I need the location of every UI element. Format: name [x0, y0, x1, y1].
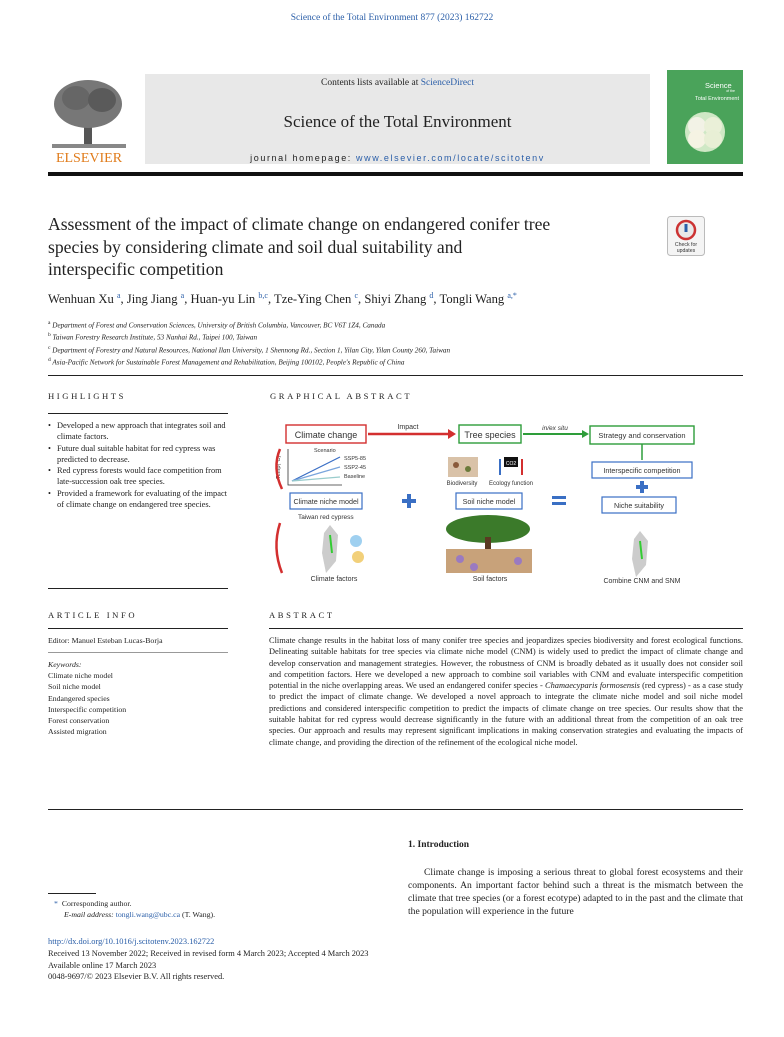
ga-scenario: Scenario — [314, 448, 336, 454]
highlight-item: • Red cypress forests would face competition from late-succession oak tree species. — [48, 465, 228, 488]
keyword-item: Climate niche model — [48, 671, 113, 681]
ga-strategy: Strategy and conservation — [598, 431, 686, 440]
ga-soil-factors: Soil factors — [472, 576, 508, 583]
available-online: Available online 17 March 2023 — [48, 960, 157, 970]
highlight-item: • Provided a framework for evaluating of the impact of climate change on endangered tree species. — [48, 488, 228, 511]
email-link[interactable]: tongli.wang@ubc.ca — [115, 910, 181, 919]
affiliation-item: $^d$ Asia-Pacific Network for Sustainable Forest Management and Rehabilitation, Beijing 100102, People's Republic of China — [48, 357, 405, 367]
author-affiliation-mark[interactable]: a — [180, 291, 185, 300]
section-rule — [48, 375, 743, 376]
ga-climate-niche: Climate niche model — [293, 497, 359, 506]
keywords — [48, 659, 126, 737]
affiliation-item: $^c$ Department of Forestry and Natural Resources, National Ilan University, 1 Shennong Rd., Section 1, Yilan City, Yilan County 260, Taiwan — [48, 344, 451, 355]
ga-tree-species: Tree species — [464, 430, 516, 440]
author-affiliation-mark[interactable]: a — [116, 291, 121, 300]
ga-climate-factors: Climate factors — [310, 576, 358, 583]
journal-homepage: journal homepage: www.elsevier.com/locate/scitotenv — [250, 153, 545, 163]
ga-in-ex-situ: in/ex situ — [542, 425, 568, 432]
abstract-rule — [269, 628, 743, 629]
publication-info — [48, 936, 368, 983]
highlights-list — [48, 420, 228, 510]
author-affiliation-mark[interactable]: b,c — [258, 291, 268, 300]
graphical-abstract — [270, 413, 743, 588]
spacer — [48, 597, 743, 598]
abstract-text: Climate change results in the habitat loss of many conifer tree species and jeopardizes species biodiversity and forest ecological functions. Delineating suitable habitats for tree species via climate niche model (CNM) is widely used to predict the impact of climate change and develop conservation and management strategies. However, the robustness of CNM is broadly debated as it usually does not consider soil and competition factors. Here we developed a new approach to combine soil variables with CNM and evaluate interspecific competition potential in the niche overlapping areas. We used an endangered conifer species - Chamaecyparis formosensis (red cypress) - as a case study to predict the impact of climate change. We developed a novel approach to integrate the climate niche model and soil niche model predictions and considered interspecific competition to predict the impacts of climate change on tree species. Our results show that the suitable habitat for red cypress would decrease significantly in the future with an additional threat from the competition of an oak tree species. Our approach and results may represent significant implications in making conservation strategies and evaluating the impacts of climate change, and providing the direction of the refinement of the ecological niche model. — [269, 636, 744, 747]
introduction-heading: 1. Introduction — [408, 840, 470, 850]
ga-soil-niche: Soil niche model — [462, 497, 516, 506]
footnote: * Corresponding author. E-mail address: tongli.wang@ubc.ca (T. Wang). — [54, 899, 216, 919]
keyword-item: Interspecific competition — [48, 704, 127, 714]
ga-ssp585: SSP5-85 — [344, 456, 367, 462]
species-name: Chamaecyparis formosensis — [545, 681, 640, 691]
abstract-end-rule — [48, 809, 743, 810]
highlight-item: • Developed a new approach that integrates soil and climate factors. — [48, 420, 228, 443]
keyword-item: Assisted migration — [48, 727, 107, 737]
ga-combine: Combine CNM and SNM — [603, 578, 681, 585]
keyword-item: Soil niche model — [48, 682, 101, 692]
ga-interspecific: Interspecific competition — [603, 466, 681, 475]
cover-title-1: Science — [705, 81, 732, 90]
journal-cover — [667, 70, 743, 164]
ga-impact: Impact — [397, 424, 419, 431]
article-title: Assessment of the impact of climate change on endangered conifer tree species by considering climate and soil dual suitability and interspecific competition — [48, 214, 551, 279]
ga-baseline: Baseline — [344, 474, 366, 480]
author-name[interactable]: Tze-Ying Chen $^c$ — [274, 291, 359, 307]
ga-ecology-function: Ecology function — [488, 481, 534, 487]
sciencedirect-link[interactable]: ScienceDirect — [420, 78, 474, 88]
journal-title: Science of the Total Environment — [283, 112, 512, 131]
badge-text-2: updates — [676, 248, 696, 254]
affiliation-item: $^b$ Taiwan Forestry Research Institute, 53 Nanhai Rd., Taipei 100, Taiwan — [48, 332, 258, 342]
author-affiliation-mark[interactable]: c — [354, 291, 359, 300]
highlights-rule — [48, 413, 228, 414]
author-name[interactable]: Wenhuan Xu $^a$ — [48, 291, 121, 307]
affiliations — [48, 318, 738, 368]
author-affiliation-mark[interactable]: d — [429, 291, 434, 300]
editor-rule — [48, 652, 228, 653]
author-list: Wenhuan Xu $^a$, Jing Jiang $^a$, Huan-yu Lin $^{b,c}$, Tze-Ying Chen $^c$, Shiyi Zhang $^d$, Tongli Wang $^{a,*}$ — [48, 291, 517, 307]
ga-climate-change: Climate change — [294, 430, 358, 440]
cover-title-3: Total Environment — [694, 96, 739, 102]
article-info-heading: ARTICLE INFO — [48, 610, 138, 620]
author-name[interactable]: Jing Jiang $^a$ — [126, 291, 185, 307]
article-info-rule — [48, 628, 228, 629]
graphical-abstract-heading: GRAPHICAL ABSTRACT — [270, 391, 413, 401]
ga-niche-suitability: Niche suitability — [614, 501, 664, 510]
ga-biodiversity: Biodiversity — [446, 481, 478, 487]
footnote-rule — [48, 893, 96, 894]
check-for-updates-badge[interactable] — [667, 216, 705, 256]
keywords-label: Keywords: — [48, 660, 82, 669]
author-name[interactable]: Tongli Wang $^{a,*}$ — [439, 291, 517, 307]
author-name[interactable]: Huan-yu Lin $^{b,c}$ — [190, 291, 268, 307]
author-name[interactable]: Shiyi Zhang $^d$ — [364, 291, 434, 307]
highlight-item: • Future dual suitable habitat for red cypress was predicted to decrease. — [48, 443, 228, 466]
contents-line: Contents lists available at ScienceDirect — [320, 78, 474, 88]
editor-line: Editor: Manuel Esteban Lucas-Borja — [48, 636, 163, 645]
ga-co2: CO2 — [505, 461, 517, 467]
elsevier-logo — [48, 76, 130, 166]
introduction-text: Climate change is imposing a serious threat to global forest ecosystems and their components. An important factor behind such a threat is the mismatch between the climate that tree species (or a forest ecotype) adapted to in the past and the climate that the population will experience in the future — [408, 867, 743, 917]
abstract-heading: ABSTRACT — [269, 610, 335, 620]
highlights-end-rule — [48, 588, 228, 589]
copyright: 0048-9697/© 2023 Elsevier B.V. All rights reserved. — [48, 972, 225, 982]
ga-temp-axis: Temp(°C) — [276, 455, 282, 479]
header-rule — [48, 172, 743, 176]
keyword-item: Endangered species — [48, 693, 110, 703]
cover-title-2: of the — [726, 89, 735, 93]
running-head[interactable]: Science of the Total Environment 877 (2023) 162722 — [290, 13, 494, 23]
highlights-heading: HIGHLIGHTS — [48, 391, 127, 401]
badge-text-1: Check for — [674, 242, 698, 248]
author-affiliation-mark[interactable]: a,* — [507, 291, 517, 300]
keyword-item: Forest conservation — [48, 716, 110, 726]
doi-link[interactable]: http://dx.doi.org/10.1016/j.scitotenv.2023.162722 — [48, 937, 215, 946]
ga-taiwan-red-cypress: Taiwan red cypress — [298, 514, 354, 521]
affiliation-item: $^a$ Department of Forest and Conservation Sciences, University of British Columbia, Vancouver, BC V6T 1Z4, Canada — [48, 320, 386, 330]
ga-ssp245: SSP2-45 — [344, 465, 367, 471]
publisher-name: ELSEVIER — [55, 151, 123, 166]
received-dates: Received 13 November 2022; Received in revised form 4 March 2023; Accepted 4 March 2023 — [48, 948, 369, 958]
homepage-link[interactable]: www.elsevier.com/locate/scitotenv — [356, 153, 545, 163]
